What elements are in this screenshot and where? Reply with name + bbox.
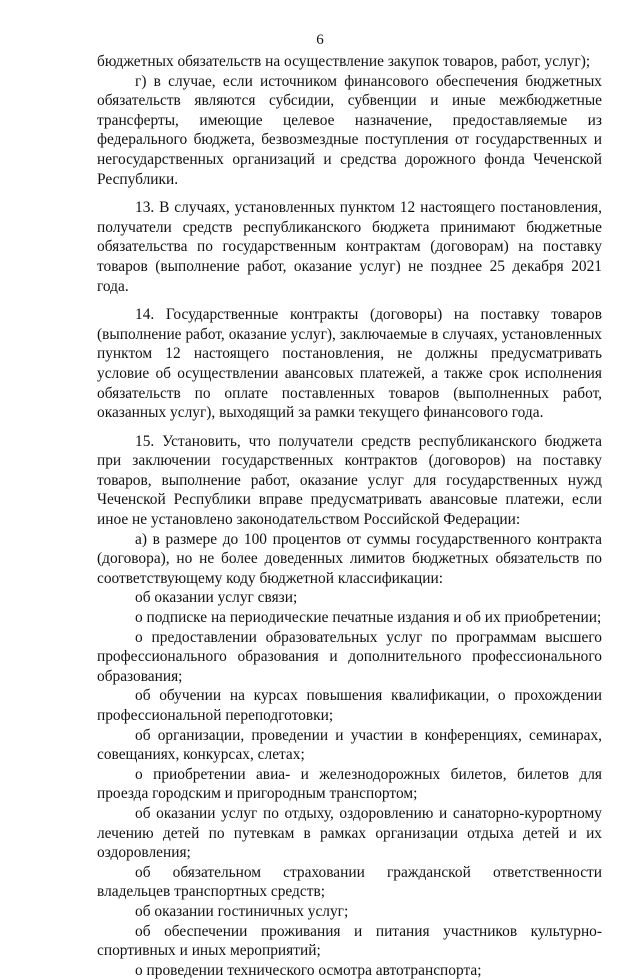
list-item: об обязательном страховании гражданской ответственности владельцев транспортных средств; <box>97 863 602 901</box>
paragraph-subitem-g: г) в случае, если источником финансового обеспечения бюджетных обязательств являются субсидии, субвенции и иные межбюджетные трансферты, имеющие целевое назначение, предоставляемые из федерального бюджета, безвозмездные поступления от государственных и негосударственных организаций и средства дорожного фонда Чеченской Республики. <box>97 72 602 188</box>
list-item: о подписке на периодические печатные издания и об их приобретении; <box>135 609 602 627</box>
list-item: об оказании услуг связи; <box>135 589 298 607</box>
paragraph-13: 13. В случаях, установленных пунктом 12 настоящего постановления, получатели средств республиканского бюджета принимают бюджетные обязательства по государственным контрактам (договорам) на поставку товаров (выполнение работ, оказание услуг) не позднее 25 декабря 2021 года. <box>97 199 602 295</box>
list-item: об обеспечении проживания и питания участников культурно-спортивных и иных мероприятий; <box>97 922 602 960</box>
paragraph-subitem-a: а) в размере до 100 процентов от суммы государственного контракта (договора), но не более доведенных лимитов бюджетных обязательств по соответствующему коду бюджетной классификации: <box>97 530 602 587</box>
list-item: об организации, проведении и участии в конференциях, семинарах, совещаниях, конкурсах, слетах; <box>97 726 602 764</box>
page-number: 6 <box>316 32 324 48</box>
list-item: о предоставлении образовательных услуг по программам высшего профессионального образования и дополнительного профессионального образования; <box>97 628 602 685</box>
document-body <box>97 52 602 980</box>
list-item: об оказании гостиничных услуг; <box>135 902 349 920</box>
paragraph-15: 15. Установить, что получатели средств республиканского бюджета при заключении государственных контрактов (договоров) на поставку товаров, выполнение работ, оказание услуг для государственных нужд Чеченской Республики вправе предусматривать авансовые платежи, если иное не установлено законодательством Российской Федерации: <box>97 432 602 529</box>
list-item: о проведении технического осмотра автотранспорта; <box>135 961 482 979</box>
paragraph-14: 14. Государственные контракты (договоры) на поставку товаров (выполнение работ, оказание услуг), заключаемые в случаях, установленных пунктом 12 настоящего постановления, не должны предусматривать условие об осуществлении авансовых платежей, а также срок исполнения обязательств по оплате поставленных товаров (выполненных работ, оказанных услуг), выходящий за рамки текущего финансового года. <box>97 306 602 422</box>
paragraph-continuation: бюджетных обязательств на осуществление закупок товаров, работ, услуг); <box>97 53 591 70</box>
list-item: о приобретении авиа- и железнодорожных билетов, билетов для проезда городским и пригородным транспортом; <box>97 765 602 803</box>
list-item: об обучении на курсах повышения квалификации, о прохождении профессиональной переподготовки; <box>97 687 602 724</box>
list-item: об оказании услуг по отдыху, оздоровлению и санаторно-курортному лечению детей по путевкам в рамках организации отдыха детей и их оздоровления; <box>97 804 602 862</box>
